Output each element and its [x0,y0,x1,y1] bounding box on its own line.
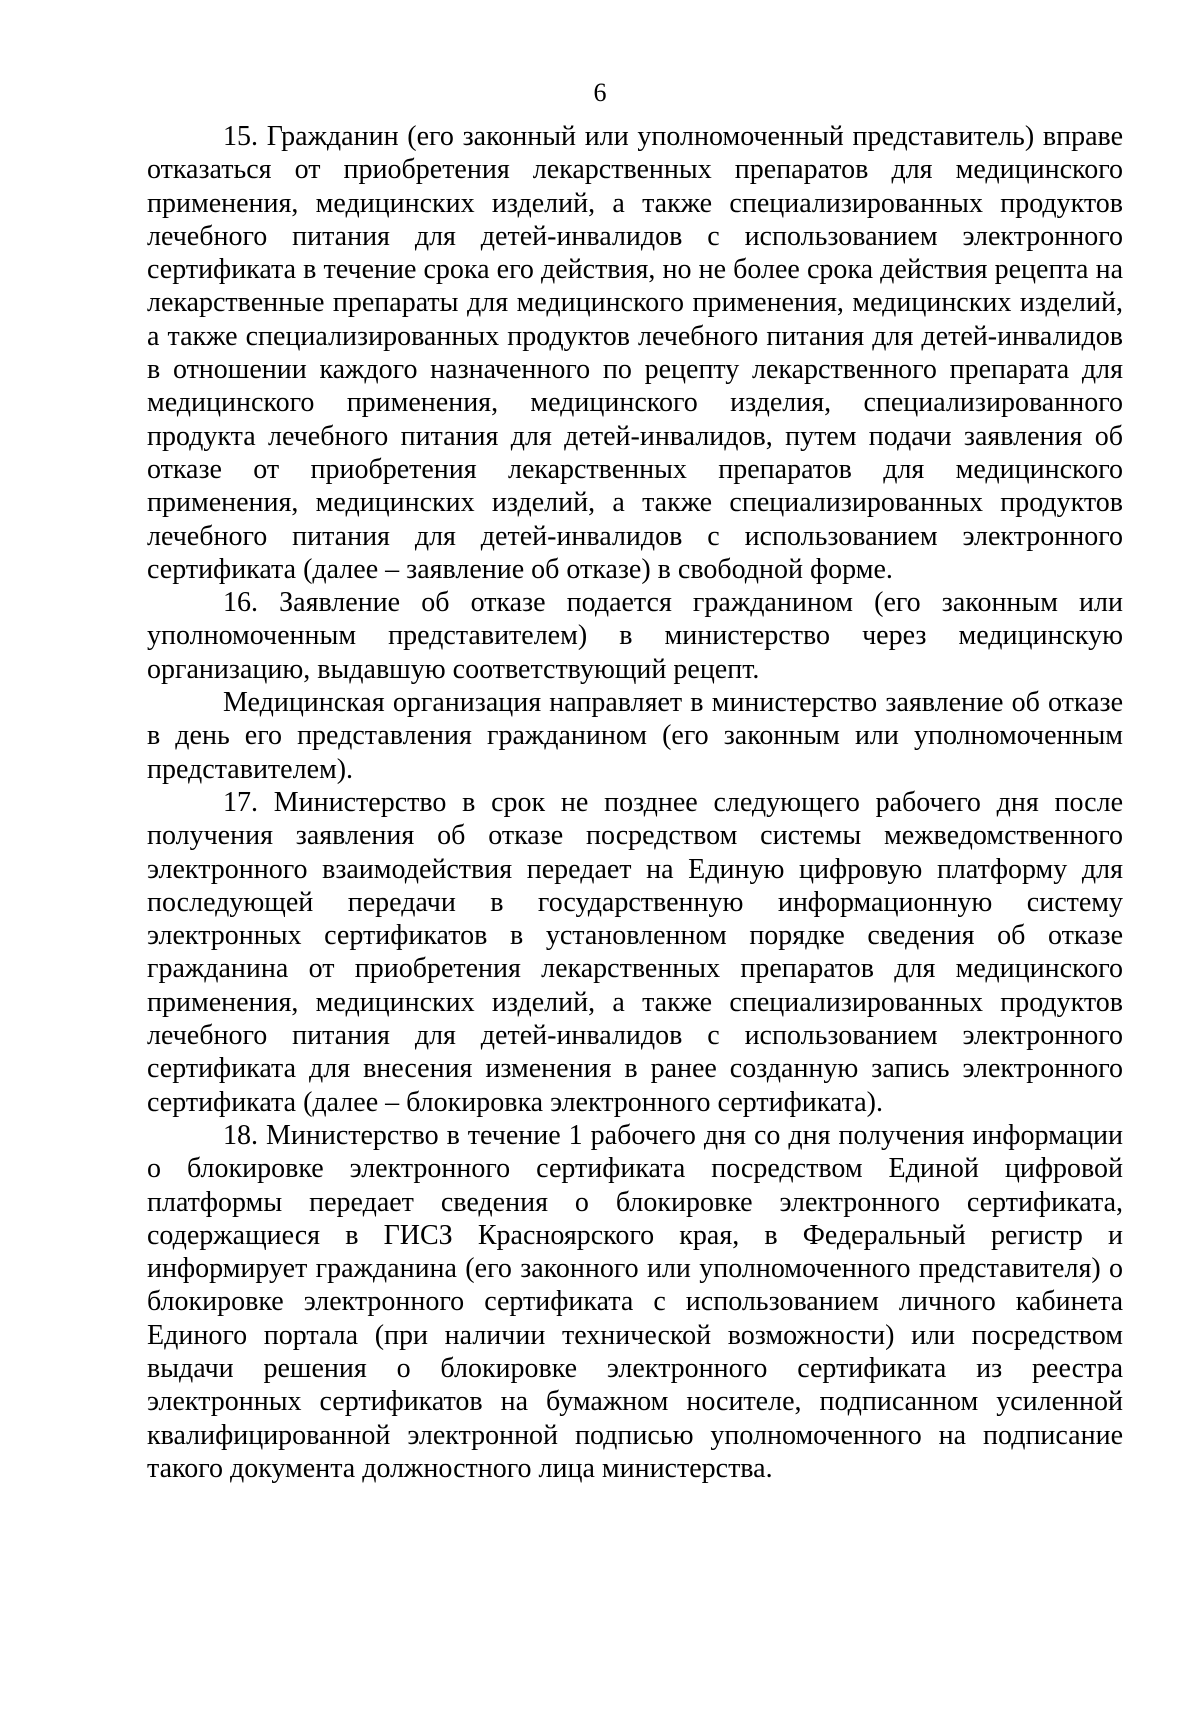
paragraph-17: 17. Министерство в срок не позднее следующего рабочего дня после получения заявления об отказе посредством системы межведомственного электронного взаимодействия передает на Единую цифровую платформу для последующей передачи в государственную информационную систему электронных сертификатов в установленном порядке сведения об отказе гражданина от приобретения лекарственных препаратов для медицинского применения, медицинских изделий, а также специализированных продуктов лечебного питания для детей-инвалидов с использованием электронного сертификата для внесения изменения в ранее созданную запись электронного сертификата (далее – блокировка электронного сертификата). [147,786,1123,1118]
paragraph-15: 15. Гражданин (его законный или уполномоченный представитель) вправе отказаться от приобретения лекарственных препаратов для медицинского применения, медицинских изделий, а также специализированных продуктов лечебного питания для детей-инвалидов с использованием электронного сертификата в течение срока его действия, но не более срока действия рецепта на лекарственные препараты для медицинского применения, медицинских изделий, а также специализированных продуктов лечебного питания для детей-инвалидов в отношении каждого назначенного по рецепту лекарственного препарата для медицинского применения, медицинского изделия, специализированного продукта лечебного питания для детей-инвалидов, путем подачи заявления об отказе от приобретения лекарственных препаратов для медицинского применения, медицинских изделий, а также специализированных продуктов лечебного питания для детей-инвалидов с использованием электронного сертификата (далее – заявление об отказе) в свободной форме. [147,121,1123,585]
paragraph-16: 16. Заявление об отказе подается гражданином (его законным или уполномоченным представителем) в министерство через медицинскую организацию, выдавшую соответствующий рецепт. [147,587,1123,685]
paragraph-18: 18. Министерство в течение 1 рабочего дня со дня получения информации о блокировке электронного сертификата посредством Единой цифровой платформы передает сведения о блокировке электронного сертификата, содержащиеся в ГИСЗ Красноярского края, в Федеральный регистр и информирует гражданина (его законного или уполномоченного представителя) о блокировке электронного сертификата с использованием личного кабинета Единого портала (при наличии технической возможности) или посредством выдачи решения о блокировке электронного сертификата из реестра электронных сертификатов на бумажном носителе, подписанном усиленной квалифицированной электронной подписью уполномоченного на подписание такого документа должностного лица министерства. [147,1119,1123,1484]
document-body [147,120,1123,1485]
paragraph-16-continued: Медицинская организация направляет в министерство заявление об отказе в день его представления гражданином (его законным или уполномоченным представителем). [147,687,1123,785]
page-number: 6 [593,78,607,107]
